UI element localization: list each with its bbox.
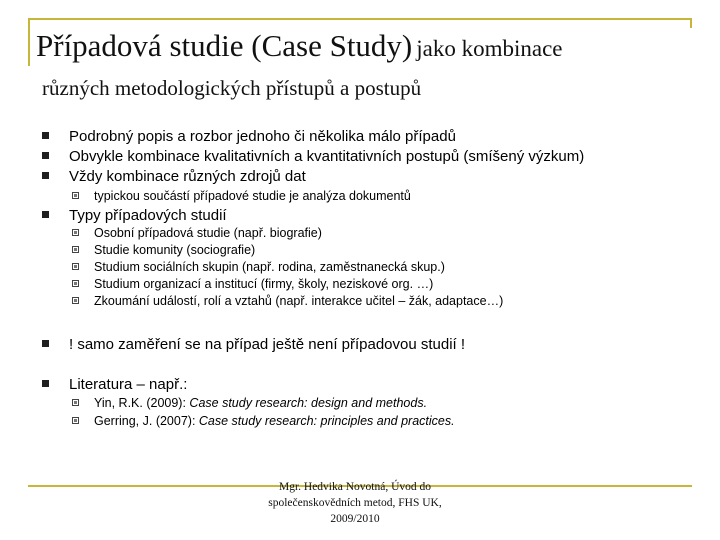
reference-item: Gerring, J. (2007): Case study research: principles and practices. (72, 414, 455, 428)
slide-title-main: Případová studie (Case Study) (36, 28, 413, 63)
sub-bullet-item: Studium organizací a institucí (firmy, školy, neziskové org. …) (72, 277, 433, 291)
hollow-square-bullet-icon (72, 399, 79, 406)
square-bullet-icon (42, 211, 49, 218)
square-bullet-icon (42, 172, 49, 179)
slide-title-suffix: jako kombinace (416, 36, 563, 61)
frame-top-line (28, 18, 692, 20)
slide-title-line2: různých metodologických přístupů a postupů (42, 76, 422, 100)
sub-bullet-item: Zkoumání událostí, rolí a vztahů (např. interakce učitel – žák, adaptace…) (72, 294, 503, 308)
hollow-square-bullet-icon (72, 229, 79, 236)
sub-bullet-item: typickou součástí případové studie je analýza dokumentů (72, 189, 411, 203)
frame-right-line (690, 18, 692, 28)
hollow-square-bullet-icon (72, 246, 79, 253)
bullet-item: Literatura – např.: (42, 376, 187, 393)
slide-title (36, 28, 563, 64)
square-bullet-icon (42, 132, 49, 139)
frame-left-line (28, 18, 30, 66)
square-bullet-icon (42, 340, 49, 347)
bullet-item: Podrobný popis a rozbor jednoho či několika málo případů (42, 128, 456, 145)
sub-bullet-item: Studium sociálních skupin (např. rodina, zaměstnanecká skup.) (72, 260, 445, 274)
hollow-square-bullet-icon (72, 417, 79, 424)
hollow-square-bullet-icon (72, 192, 79, 199)
bullet-item: ! samo zaměření se na případ ještě není případovou studií ! (42, 336, 465, 353)
reference-item: Yin, R.K. (2009): Case study research: design and methods. (72, 396, 427, 410)
hollow-square-bullet-icon (72, 280, 79, 287)
bullet-item: Obvykle kombinace kvalitativních a kvantitativních postupů (smíšený výzkum) (42, 148, 584, 165)
bullet-item: Vždy kombinace různých zdrojů dat (42, 168, 306, 185)
sub-bullet-item: Studie komunity (sociografie) (72, 243, 255, 257)
hollow-square-bullet-icon (72, 297, 79, 304)
hollow-square-bullet-icon (72, 263, 79, 270)
slide-footer: Mgr. Hedvika Novotná, Úvod do společenskovědních metod, FHS UK, 2009/2010 (268, 481, 442, 525)
square-bullet-icon (42, 380, 49, 387)
square-bullet-icon (42, 152, 49, 159)
bullet-item: Typy případových studií (42, 207, 227, 224)
sub-bullet-item: Osobní případová studie (např. biografie) (72, 226, 322, 240)
